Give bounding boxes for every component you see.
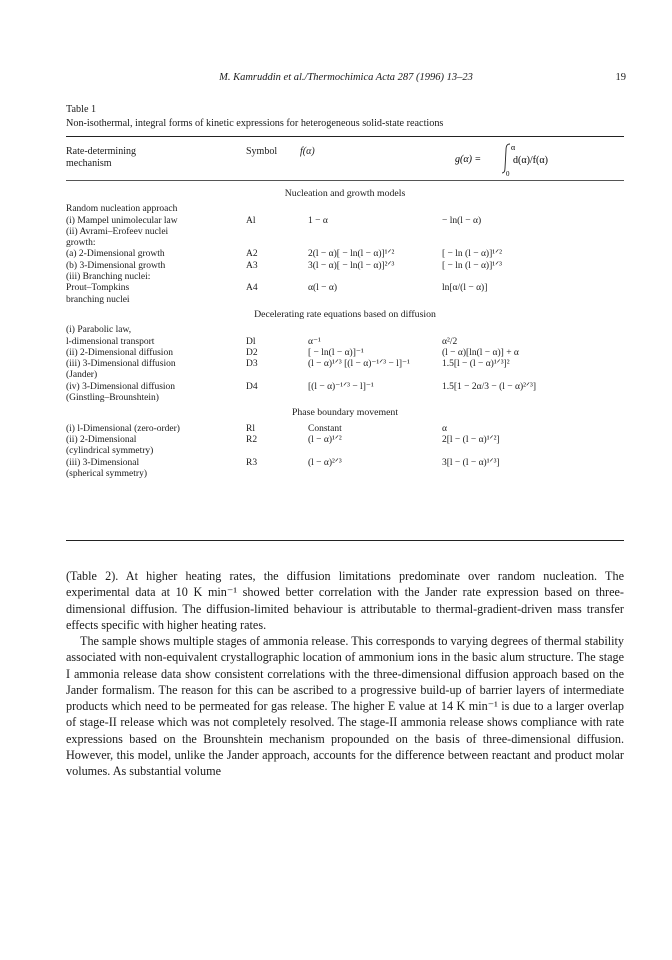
kinetics-table-body [66, 185, 624, 480]
f-alpha-cell [300, 325, 430, 336]
table-row [66, 469, 624, 480]
mechanism-cell: growth: [66, 238, 96, 249]
g-alpha-cell [430, 204, 624, 215]
g-alpha-cell: (l − α)[ln(l − α)] + α [442, 347, 519, 358]
g-alpha-cell: ln[α/(l − α)] [442, 283, 488, 294]
mechanism-cell: (b) 3-Dimensional growth [66, 260, 166, 271]
g-alpha-cell: [ − ln (l − α)]¹ᐟ² [442, 249, 502, 260]
g-alpha-cell [430, 238, 624, 249]
table-row [66, 227, 624, 238]
mechanism-cell: (iii) 3-Dimensional [66, 457, 140, 468]
mechanism-cell: (Jander) [66, 370, 98, 381]
journal-citation: M. Kamruddin et al./Thermochimica Acta 287 (1996) 13–23 [219, 72, 473, 83]
header-g-alpha [455, 142, 565, 176]
f-alpha-cell: α(l − α) [308, 283, 338, 294]
symbol-cell: D4 [246, 381, 258, 392]
f-alpha-cell: (l − α)¹ᐟ³ [(l − α)⁻¹ᐟ³ − l]⁻¹ [308, 359, 410, 370]
f-alpha-cell [300, 469, 430, 480]
g-lhs: g(α) = [455, 154, 482, 165]
table-row [66, 393, 624, 404]
g-integrand: d(α)/f(α) [513, 155, 548, 166]
g-alpha-cell: α²/2 [442, 336, 458, 347]
header-mechanism-line1: Rate-determining [66, 146, 136, 157]
table-row [66, 424, 624, 435]
f-alpha-cell [300, 370, 430, 381]
table-row [66, 325, 624, 336]
symbol-cell [246, 469, 300, 480]
g-alpha-cell: α [442, 423, 447, 434]
header-f-alpha: f(α) [300, 146, 315, 157]
f-alpha-cell [300, 446, 430, 457]
mechanism-cell: (i) Parabolic law, [66, 325, 132, 336]
mechanism-cell: (a) 2-Dimensional growth [66, 249, 165, 260]
g-lower-limit: 0 [506, 170, 510, 176]
table-row [66, 272, 624, 283]
symbol-cell [246, 238, 300, 249]
header-mechanism [66, 146, 136, 170]
symbol-cell [246, 370, 300, 381]
table-row [66, 370, 624, 381]
f-alpha-cell: (l − α)¹ᐟ² [308, 434, 342, 445]
mechanism-cell: (ii) 2-Dimensional diffusion [66, 347, 173, 358]
symbol-cell [246, 295, 300, 306]
header-symbol: Symbol [246, 146, 278, 157]
symbol-cell [246, 393, 300, 404]
g-alpha-cell [430, 295, 624, 306]
mechanism-cell: (ii) Avrami–Erofeev nuclei [66, 226, 169, 237]
symbol-cell: A3 [246, 260, 258, 271]
mechanism-cell: (iv) 3-Dimensional diffusion [66, 381, 176, 392]
table-caption: Non-isothermal, integral forms of kinetic expressions for heterogeneous solid-state reactions [66, 118, 444, 129]
table-row [66, 458, 624, 469]
table-row [66, 249, 624, 260]
section-heading-row [66, 404, 624, 423]
symbol-cell: A2 [246, 249, 258, 260]
g-alpha-cell: − ln(l − α) [442, 215, 482, 226]
mechanism-cell: (ii) 2-Dimensional [66, 434, 137, 445]
symbol-cell [246, 446, 300, 457]
f-alpha-cell [300, 393, 430, 404]
g-alpha-cell: 1.5[1 − 2α/3 − (l − α)²ᐟ³] [442, 381, 537, 392]
g-alpha-cell [430, 272, 624, 283]
f-alpha-cell: 2(l − α)[ − ln(l − α)]¹ᐟ² [308, 249, 395, 260]
f-alpha-cell [300, 272, 430, 283]
g-alpha-cell [430, 393, 624, 404]
g-alpha-cell: 1.5[l − (l − α)¹ᐟ³]² [442, 359, 510, 370]
mechanism-cell: (iii) Branching nuclei: [66, 272, 151, 283]
symbol-cell: A4 [246, 283, 258, 294]
kinetics-table [66, 185, 624, 480]
mechanism-cell: Random nucleation approach [66, 204, 178, 215]
section-heading-row [66, 185, 624, 204]
mechanism-cell: (iii) 3-Dimensional diffusion [66, 359, 176, 370]
symbol-cell: D2 [246, 347, 258, 358]
g-alpha-cell: [ − ln (l − α)]¹ᐟ³ [442, 260, 502, 271]
g-alpha-cell: 3[l − (l − α)¹ᐟ³] [442, 457, 500, 468]
mechanism-cell: (cylindrical symmetry) [66, 446, 154, 457]
table-row [66, 446, 624, 457]
f-alpha-cell [300, 227, 430, 238]
section-heading-row [66, 306, 624, 325]
table-row [66, 359, 624, 370]
f-alpha-cell: 1 − α [308, 215, 328, 226]
table-row [66, 238, 624, 249]
header-mechanism-line2: mechanism [66, 158, 112, 169]
table-row [66, 261, 624, 272]
g-alpha-cell: 2[l − (l − α)¹ᐟ²] [442, 434, 500, 445]
mechanism-cell: l-dimensional transport [66, 336, 155, 347]
paragraph-1: (Table 2). At higher heating rates, the diffusion limitations predominate over random nucleation. The experimental data at 10 K min⁻¹ showed better correlation with the Jander rate expression based on three-dimensional diffusion. The diffusion-limited behaviour is attributable to thermal-gradient-driven mass transfer effects specific with higher heating rates. [66, 569, 624, 632]
symbol-cell [246, 325, 300, 336]
table-row [66, 204, 624, 215]
integral-formula [455, 142, 565, 176]
table-row [66, 382, 624, 393]
paragraph-2: The sample shows multiple stages of ammonia release. This corresponds to varying degrees of thermal stability associated with non-equivalent crystallographic location of ammonium ions in the basic alum structure. The stage I ammonia release data show consistent correlations with the three-dimensional diffusion approach based on the Jander formalism. The reason for this can be ascribed to a progressive build-up of barrier layers of intermediate products which need to be permeated for gas release. The higher E value at 14 K min⁻¹ is due to a larger overlap of stage-II release which was not completely resolved. The stage-II ammonia release shows compliance with rate expressions based on the Brounshtein mechanism propounded on the basis of three-dimensional diffusion. However, this model, unlike the Jander approach, accounts for the difference between reactant and product molar volumes. As substantial volume [66, 634, 624, 778]
section-heading: Phase boundary movement [291, 407, 399, 419]
symbol-cell: Rl [246, 423, 255, 434]
symbol-cell [246, 204, 300, 215]
symbol-cell [246, 227, 300, 238]
g-alpha-cell [430, 227, 624, 238]
g-upper-limit: α [511, 143, 516, 152]
table-row [66, 283, 624, 294]
symbol-cell [246, 272, 300, 283]
table-top-rule [66, 136, 624, 137]
symbol-cell: R2 [246, 434, 258, 445]
mechanism-cell: branching nuclei [66, 294, 130, 305]
g-alpha-cell [430, 325, 624, 336]
table-row [66, 348, 624, 359]
page-number: 19 [615, 72, 626, 83]
running-head [66, 72, 626, 88]
f-alpha-cell: [ − ln(l − α)]⁻¹ [308, 347, 364, 358]
mechanism-cell: Prout–Tompkins [66, 283, 130, 294]
f-alpha-cell: α⁻¹ [308, 336, 321, 347]
f-alpha-cell [300, 238, 430, 249]
f-alpha-cell: 3(l − α)[ − ln(l − α)]²ᐟ³ [308, 260, 395, 271]
section-heading: Decelerating rate equations based on diffusion [254, 308, 436, 320]
g-alpha-cell [430, 469, 624, 480]
table-row [66, 435, 624, 446]
table-bottom-rule [66, 540, 624, 541]
table-header-rule [66, 180, 624, 181]
symbol-cell: R3 [246, 457, 258, 468]
mechanism-cell: (i) l-Dimensional (zero-order) [66, 423, 180, 434]
f-alpha-cell: [(l − α)⁻¹ᐟ³ − l]⁻¹ [308, 381, 374, 392]
g-alpha-cell [430, 370, 624, 381]
symbol-cell: Al [246, 215, 256, 226]
mechanism-cell: (i) Mampel unimolecular law [66, 215, 178, 226]
table-row [66, 295, 624, 306]
f-alpha-cell [300, 204, 430, 215]
table-row [66, 216, 624, 227]
f-alpha-cell: (l − α)²ᐟ³ [308, 457, 342, 468]
mechanism-cell: (spherical symmetry) [66, 468, 147, 479]
table-label: Table 1 [66, 104, 97, 115]
mechanism-cell: (Ginstling–Brounshtein) [66, 393, 159, 404]
f-alpha-cell [300, 295, 430, 306]
body-text [66, 568, 624, 779]
symbol-cell: D3 [246, 359, 258, 370]
f-alpha-cell: Constant [308, 423, 342, 434]
g-alpha-cell [430, 446, 624, 457]
symbol-cell: Dl [246, 336, 256, 347]
integral-sign [502, 144, 510, 173]
section-heading: Nucleation and growth models [284, 188, 406, 199]
table-row [66, 337, 624, 348]
